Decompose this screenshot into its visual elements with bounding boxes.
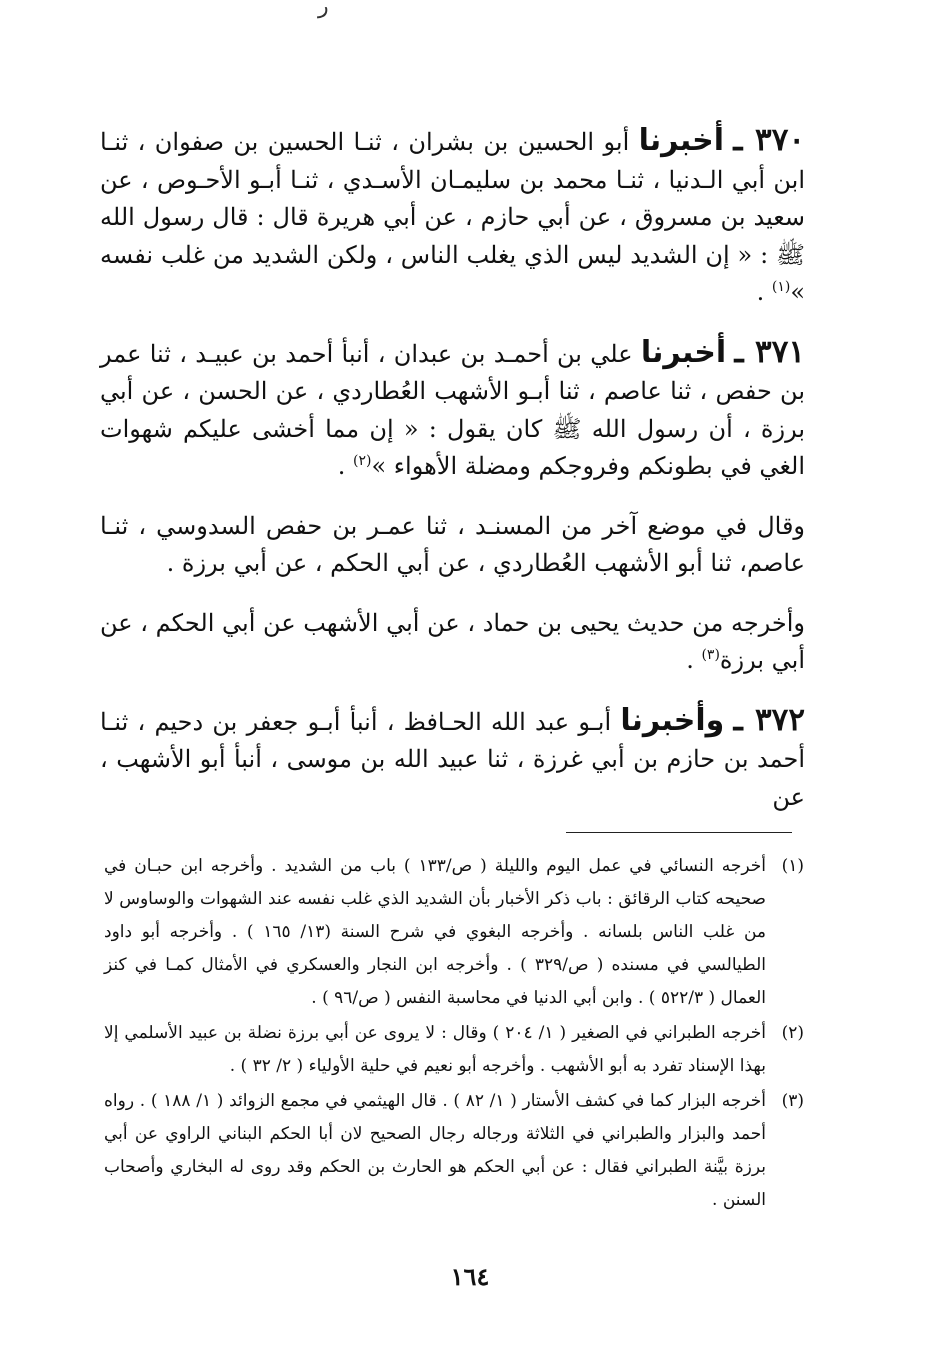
- hadith-keyword: أخبرنا: [640, 334, 727, 370]
- footnote-2: [104, 1017, 804, 1083]
- paragraph-text: وأخرجه من حديث يحيى بن حماد ، عن أبي الأشهب عن أبي الحكم ، عن أبي برزة: [100, 608, 805, 674]
- footnotes: [104, 850, 804, 1219]
- page-number: ١٦٤: [450, 1262, 490, 1291]
- paragraph-370: [100, 122, 805, 312]
- footnote-mark: (٢): [781, 1023, 804, 1043]
- footnote-text: أخرجه البزار كما في كشف الأستار ( ١/ ٨٢ ) . قال الهيثمي في مجمع الزوائد ( ١/ ١٨٨ ) . رواه أحمد والبزار والطبراني في الثلاثة ورجاله رجال الصحيح لان أبا الحكم البناني الراوي عن أبي برزة بيَّنة الطبراني فقال : عن أبي الحكم هو الحارث بن الحكم وقد روى له البخاري وأصحاب السنن .: [104, 1091, 766, 1210]
- footnote-ref: (٢): [352, 453, 372, 469]
- paragraph-371: [100, 334, 805, 486]
- paragraph-text: أبـو عبد الله الحـافظ ، أنبأ أبـو جعفر بن دحيم ، ثنـا أحمد بن حازم بن أبي غرزة ، ثنا عبيد الله بن موسى ، أنبأ أبو الأشهب ، عن: [100, 707, 805, 811]
- paragraph-musnad-note: [100, 508, 805, 583]
- top-ink-mark: ر: [318, 0, 329, 19]
- paragraph-end: .: [686, 646, 702, 674]
- footnote-ref: (١): [771, 279, 791, 295]
- hadith-number: ٣٧٠ ـ: [733, 122, 805, 158]
- footnote-mark: (٣): [781, 1091, 804, 1111]
- footnote-separator: [566, 832, 792, 833]
- footnote-mark: (١): [781, 856, 804, 876]
- footnote-text: أخرجه النسائي في عمل اليوم والليلة ( ص/١٣٣ ) باب من الشديد . وأخرجه ابن حبـان في صحيحه كتاب الرقائق : باب ذكر الأخبار بأن الشديد الذي غلب نفسه عند الشهوات والوساوس لا من غلب الناس بلسانه . وأخرجه البغوي في شرح السنة (١٣/ ١٦٥ ) . وأخرجه أبو داود الطيالسي في مسنده ( ص/٣٢٩ ) . وأخرجه ابن النجار والعسكري في الأمثال كمـا في كنز العمال ( ٥٢٢/٣ ) . وابن أبي الدنيا في محاسبة النفس ( ص/٩٦ ) .: [104, 856, 766, 1008]
- paragraph-text: علي بن أحمـد بن عبدان ، أنبأ أحمد بن عبيـد ، ثنا عمر بن حفص ، ثنا عاصم ، ثنا أبـو الأشهب العُطاردي ، عن الحسن ، عن أبي برزة ، أن رسول الله ﷺ كان يقول : « إن مما أخشى عليكم شهوات الغي في بطونكم وفروجكم ومضلة الأهواء »: [100, 339, 806, 480]
- footnote-text: أخرجه الطبراني في الصغير ( ١/ ٢٠٤ ) وقال : لا يروى عن أبي برزة نضلة بن عبيد الأسلمي إلا بهذا الإسناد تفرد به أبو الأشهب . وأخرجه أبو نعيم في حلية الأولياء ( ٢/ ٣٢ ) .: [104, 1023, 766, 1076]
- footnote-ref: (٣): [701, 647, 720, 663]
- paragraph-372: [100, 702, 805, 817]
- footnote-3: [104, 1085, 804, 1217]
- paragraph-end: .: [337, 452, 353, 480]
- paragraph-text: أبو الحسين بن بشران ، ثنـا الحسين بن صفوان ، ثنـا ابن أبي الـدنيا ، ثنـا محمد بن سليمـان الأسـدي ، ثنـا أبـو الأحـوص ، عن سعيد بن مسروق ، عن أبي حازم ، عن أبي هريرة قال : قال رسول الله ﷺ : « إن الشديد ليس الذي يغلب الناس ، ولكن الشديد من غلب نفسه »: [100, 128, 805, 306]
- hadith-keyword: أخبرنا: [638, 123, 724, 158]
- main-text: [100, 122, 805, 838]
- paragraph-text: وقال في موضع آخر من المسنـد ، ثنا عمـر بن حفص السدوسي ، ثنـا عاصم، ثنا أبو الأشهب العُطاردي ، عن أبي الحكم ، عن أبي برزة .: [100, 511, 806, 577]
- paragraph-end: .: [756, 278, 772, 306]
- hadith-number: ٣٧١ ـ: [734, 333, 805, 370]
- hadith-number: ٣٧٢ ـ: [733, 701, 805, 738]
- paragraph-takhrij-note: [100, 605, 805, 680]
- footnote-1: [104, 850, 804, 1015]
- hadith-keyword: وأخبرنا: [620, 702, 725, 738]
